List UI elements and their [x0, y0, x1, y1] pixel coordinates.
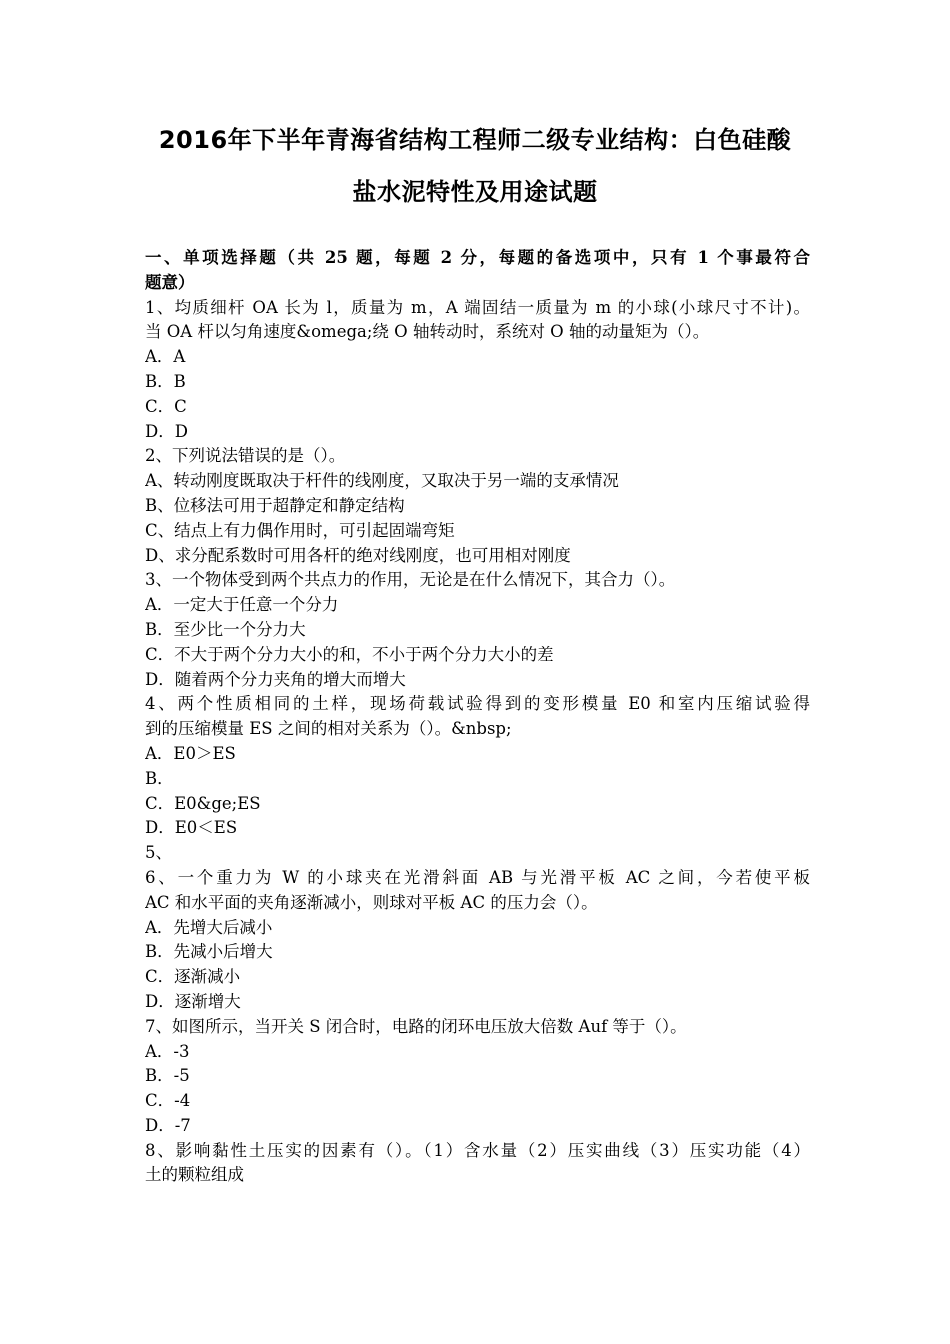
- option-line: D．随着两个分力夹角的增大而增大: [145, 669, 406, 689]
- option-line: D．E0＜ES: [145, 818, 238, 838]
- option-line: C．C: [145, 396, 187, 416]
- question-line: 土的颗粒组成: [145, 1165, 244, 1185]
- option-line: C、结点上有力偶作用时，可引起固端弯矩: [145, 520, 455, 540]
- question-line: 3、一个物体受到两个共点力的作用，无论是在什么情况下，其合力（）。: [145, 570, 676, 590]
- option-line: B．-5: [145, 1066, 190, 1086]
- option-line: C．E0&ge;ES: [145, 793, 261, 813]
- question-line: 2、下列说法错误的是（）。: [145, 446, 346, 466]
- option-line: C．-4: [145, 1091, 191, 1111]
- document-body: [145, 246, 810, 1188]
- question-line: 6、一个重力为 W 的小球夹在光滑斜面 AB 与光滑平板 AC 之间，今若使平板: [145, 867, 810, 887]
- text-line: 当 OA 杆以匀角速度&omega;绕 O 轴转动时，系统对 O 轴的动量矩为（）。: [145, 322, 710, 342]
- option-line: B．B: [145, 371, 186, 391]
- option-line: B．先减小后增大: [145, 942, 273, 962]
- option-line: B、位移法可用于超静定和静定结构: [145, 495, 405, 515]
- option-line: B．至少比一个分力大: [145, 619, 306, 639]
- option-line: A．一定大于任意一个分力: [145, 595, 339, 615]
- option-line: C．不大于两个分力大小的和，不小于两个分力大小的差: [145, 644, 554, 664]
- option-line: A．E0＞ES: [145, 743, 236, 763]
- question-line: 到的压缩模量 ES 之间的相对关系为（）。&nbsp;: [145, 719, 512, 739]
- question-line: 5、: [145, 843, 172, 863]
- question-line: AC 和水平面的夹角逐渐减小，则球对平板 AC 的压力会（）。: [145, 892, 598, 912]
- option-line: A、转动刚度既取决于杆件的线刚度，又取决于另一端的支承情况: [145, 471, 619, 491]
- option-line: D、求分配系数时可用各杆的绝对线刚度，也可用相对刚度: [145, 545, 571, 565]
- option-line: A．先增大后减小: [145, 917, 273, 937]
- section-heading-line-2: 题意）: [145, 272, 195, 292]
- question-line: 4、两个性质相同的土样，现场荷载试验得到的变形模量 E0 和室内压缩试验得: [145, 694, 810, 714]
- document-title-line-2: 盐水泥特性及用途试题: [352, 178, 598, 206]
- option-line: D．D: [145, 421, 188, 441]
- option-line: A．A: [145, 347, 186, 367]
- option-line: D．-7: [145, 1115, 191, 1135]
- question-line: 8、影响黏性土压实的因素有（）。（1）含水量（2）压实曲线（3）压实功能（4）: [145, 1140, 810, 1160]
- option-line: D．逐渐增大: [145, 991, 241, 1011]
- option-line: A．-3: [145, 1041, 190, 1061]
- question-line: 7、如图所示，当开关 S 闭合时，电路的闭环电压放大倍数 Auf 等于（）。: [145, 1016, 687, 1036]
- option-line: C．逐渐减小: [145, 967, 241, 987]
- text-line: 1、均质细杆 OA 长为 l，质量为 m，A 端固结一质量为 m 的小球(小球尺寸不计)。: [145, 297, 810, 317]
- document-title-line-1: 2016年下半年青海省结构工程师二级专业结构：白色硅酸: [158, 126, 792, 154]
- option-line: B．: [145, 768, 174, 788]
- section-heading-line-1: 一、单项选择题（共 25 题，每题 2 分，每题的备选项中，只有 1 个事最符合: [145, 248, 810, 267]
